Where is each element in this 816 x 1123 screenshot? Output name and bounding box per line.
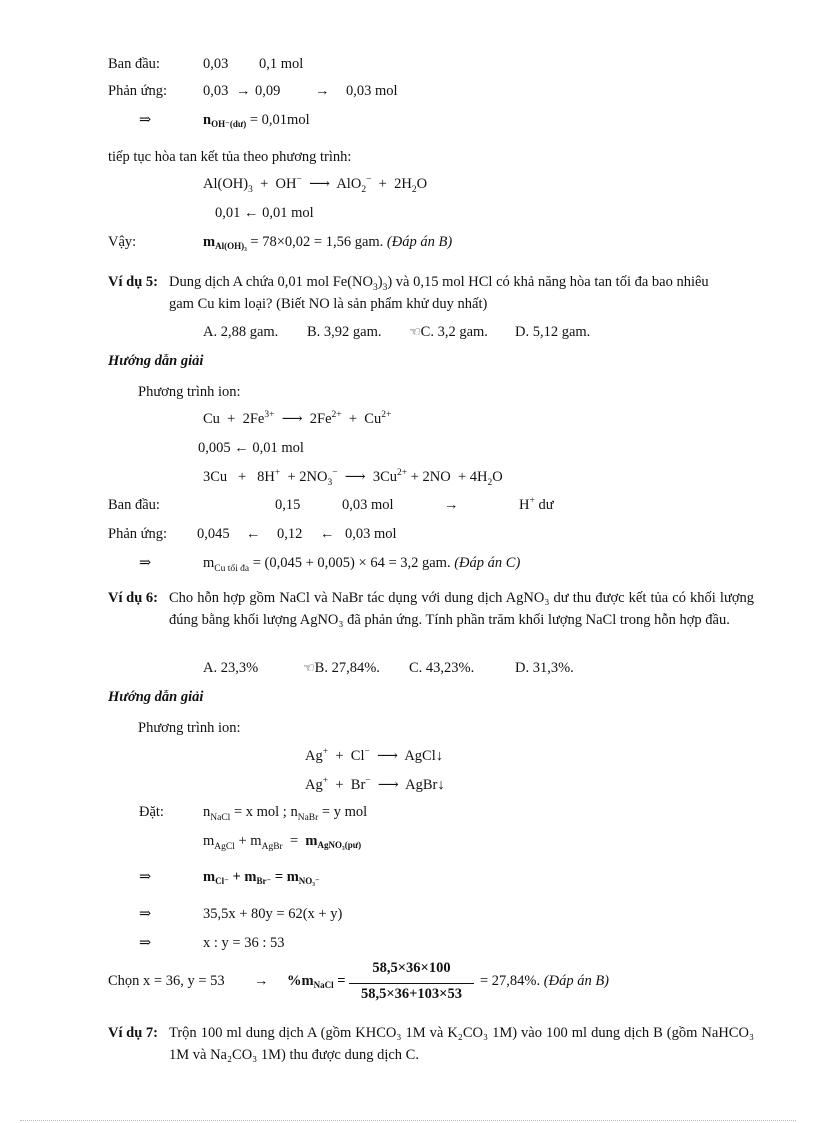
section-heading: Hướng dẫn giải [108,353,204,369]
formula [203,554,520,572]
formula: $m_{AgCl} + m_{AgBr} = m_{AgNO_3(pư)}$ [203,833,362,852]
equation: Ag+ + Cl− ⟶ AgCl↓ [305,747,444,764]
equation: $3Cu + 8H^+ + 2NO_3^-$ ⟶ $3Cu^{2+} + 2NO + 4H_2O$ [203,468,503,488]
arrow-left-icon: ← [246,526,261,542]
formula: 35,5x + 80y = 62(x + y) [203,906,343,922]
text: ) và 0,15 mol HCl có khả năng hòa tan tối đa bao nhiêu [387,274,709,290]
value: 0,1 mol [259,56,304,72]
subscript: Cu tối đa [214,563,250,574]
fraction-denominator: 58,5×36+103×53 [361,986,462,1002]
choice-correct [409,323,488,341]
value: 0,03 [203,83,229,99]
row-label: Đặt: [139,804,164,820]
equation: Ag+ + Br− ⟶ AgBr↓ [305,776,445,793]
text: m [203,555,215,571]
choice: A. 23,3% [203,660,259,676]
pointing-hand-icon: ☜ [303,660,315,675]
formula-text: = 0,01mol [249,112,310,128]
example-text: gam Cu kim loại? (Biết NO là sản phẩm khử duy nhất) [169,296,488,312]
value: 0,15 [275,497,301,513]
text: dư [538,497,554,513]
formula [480,972,609,990]
text-line: Chọn x = 36, y = 53 [108,973,225,989]
implies-icon: ⇒ [139,555,152,571]
formula: $m_{Cl^-} + m_{Br^-} = m_{NO_3^-}$ [203,869,320,886]
choice: D. 5,12 gam. [515,324,591,340]
implies-icon: ⇒ [139,935,152,951]
text-line: Phương trình ion: [138,720,241,736]
example-label: Ví dụ 5: [108,274,158,290]
pointing-hand-icon: ☜ [409,324,421,339]
row-label: Ban đầu: [108,56,160,72]
row-label: Ban đầu: [108,497,160,513]
result: = 27,84%. [480,973,541,989]
example-text: Cho hỗn hợp gồm NaCl và NaBr tác dụng với dung dịch AgNO₃ dư thu được kết tủa có khối lượng đúng bằng khối lượng AgNO₃ đã phản ứng. Tính phần trăm khối lượng NaCl trong hỗn hợp đầu. [169,590,754,628]
formula: $\%m_{NaCl}$ = [287,973,346,990]
row-label: Phản ứng: [108,526,168,542]
value: 0,03 mol [342,497,394,513]
example-text: Trộn 100 ml dung dịch A (gồm KHCO₃ 1M và K₂CO₃ 1M) vào 100 ml dung dịch B (gồm NaHCO₃ 1M và Na₂CO₃ 1M) thu được dung dịch C. [169,1025,754,1063]
implies-icon: ⇒ [139,906,152,922]
arrow-left-icon: ← [320,526,335,542]
value: 0,03 [203,56,229,72]
page-divider [20,1120,796,1121]
implies-icon: ⇒ [139,112,152,128]
formula: $n_{NaCl} = x$ mol ; $n_{NaBr} = y$ mol [203,804,368,823]
choice: C. 43,23%. [409,660,475,676]
text-line: Phương trình ion: [138,384,241,400]
answer-note: (Đáp án B) [543,973,610,989]
value: 0,09 [255,83,281,99]
formula: $n_{OH^-(dư)} = 0,01mol$ [203,112,310,129]
example-label: Ví dụ 6: [108,590,158,606]
value: 0,005 ← 0,01 mol [198,440,304,456]
row-label: Phản ứng: [108,83,168,99]
arrow-right-icon: → [254,973,269,989]
value: 0,045 [197,526,230,542]
formula-text: = (0,045 + 0,005) × 64 = 3,2 gam. [252,555,451,571]
formula: x : y = 36 : 53 [203,935,285,951]
equation: $Cu + 2Fe^{3+}$ ⟶ $2Fe^{2+} + Cu^{2+}$ [203,410,392,427]
arrow-right-icon: → [444,497,459,513]
value: H+ dư [519,496,554,513]
section-heading: Hướng dẫn giải [108,689,204,705]
text-line: tiếp tục hòa tan kết tủa theo phương trình: [108,149,352,165]
example-text: Dung dịch A chứa 0,01 mol $Fe(NO_3)_3$) và 0,15 mol HCl có khả năng hòa tan tối đa bao nhiêu [169,274,709,293]
answer-note: (Đáp án C) [454,555,521,571]
example-label: Ví dụ 7: [108,1025,158,1041]
answer-note: (Đáp án B) [386,234,453,250]
choice: A. 2,88 gam. [203,324,279,340]
choice-text: C. 3,2 gam. [420,324,488,340]
formula: $m_{Al(OH)_3} = 78\times 0,02 = 1,56$ gam. (Đáp án B) [203,234,453,251]
formula-text: = 78×0,02 = 1,56 gam. [250,234,384,250]
fraction-bar [349,983,474,984]
value: 0,03 mol [345,526,397,542]
choice: B. 3,92 gam. [307,324,382,340]
fraction-numerator: 58,5×36×100 [372,960,451,976]
text: Dung dịch A chứa 0,01 mol Fe(NO [169,274,373,290]
choice-text: B. 27,84%. [314,660,380,676]
equation: $Al(OH)_3 + OH^-$ ⟶ $AlO_2^- + 2H_2O$ [203,175,428,195]
value: 0,01 ← 0,01 mol [215,205,314,221]
arrow-right-icon: → [236,83,251,99]
value: 0,03 mol [346,83,398,99]
implies-icon: ⇒ [139,869,152,885]
arrow-right-icon: → [315,83,330,99]
value: 0,12 [277,526,303,542]
choice-correct [303,659,380,677]
row-label: Vậy: [108,234,137,250]
choice: D. 31,3%. [515,660,574,676]
